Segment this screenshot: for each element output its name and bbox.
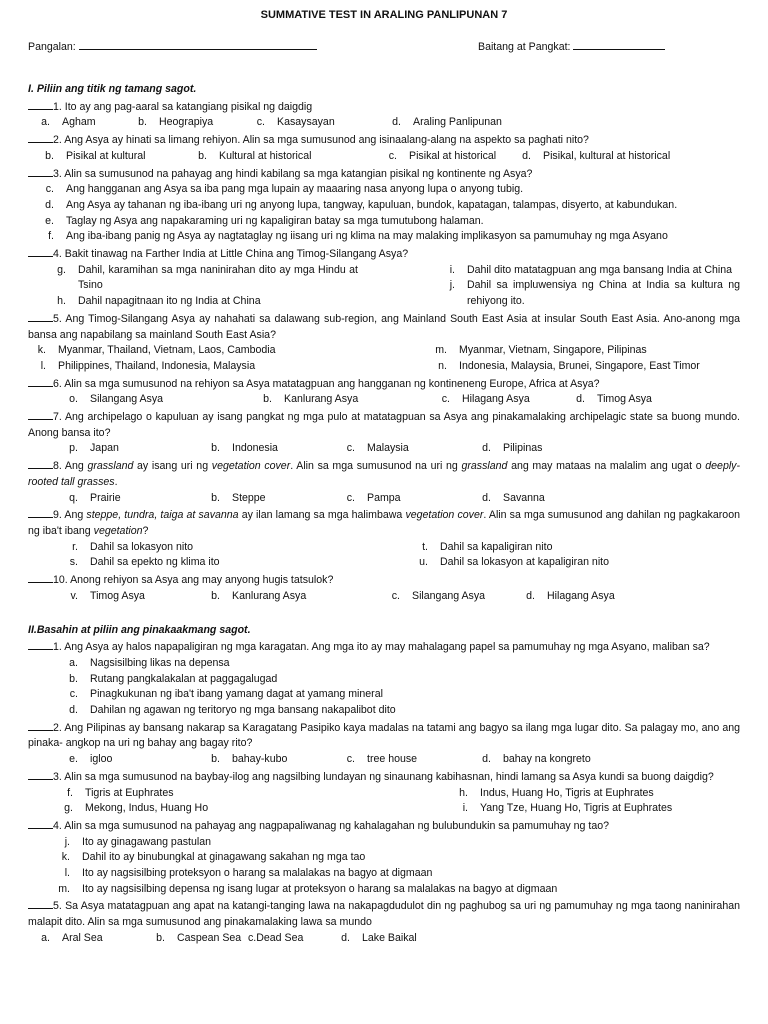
option [28, 214, 740, 230]
text: 1. Ito ay ang pag-aaral sa katangiang pisikal ng daigdig [53, 100, 313, 113]
option [243, 115, 379, 131]
question-5-options [28, 343, 740, 374]
text: c. [256, 116, 265, 129]
text: Dahil napagitnaan ito ng India at China [78, 295, 261, 308]
text: b. [211, 491, 220, 504]
option: Kasaysayan [277, 116, 335, 129]
option [143, 931, 248, 947]
text: Timog Asya [597, 393, 652, 406]
text: 2. Ang Pilipinas ay bansang nakarap sa Karagatang Pasipiko kaya madalas na tatami ang bagyo sa ilang mga lugar dito. Sa palagay mo, ano ang pinaka- angkop na uri ng bahay ang bagay rito? [28, 721, 740, 750]
option [185, 149, 375, 165]
text: Dahil sa lokasyon nito [90, 540, 194, 553]
question-2-4 [28, 817, 740, 835]
text: Japan [90, 442, 119, 455]
option [333, 752, 469, 768]
option [328, 931, 417, 947]
text: vegetation cover [405, 509, 484, 522]
option [446, 801, 740, 817]
option [28, 752, 198, 768]
option [28, 229, 740, 245]
option: Araling Panlipunan [413, 116, 502, 129]
text: steppe, tundra, taiga at savanna [86, 509, 239, 522]
text: Dahil sa kapaligiran nito [440, 540, 553, 553]
question-7 [28, 408, 740, 441]
text: Hilagang Asya [462, 393, 530, 406]
answer-blank[interactable] [28, 817, 53, 829]
text: i. [449, 263, 455, 276]
text: igloo [90, 753, 113, 766]
text: Ang iba-ibang panig ng Asya ay nagtataglay ng iisang uri ng klima na may malaking implikasyon sa pamumuhay ng mga Asyano [66, 230, 668, 243]
text: Ito ay ginagawang pastulan [82, 835, 211, 848]
question-4-options [28, 263, 740, 310]
text: b. [211, 442, 220, 455]
text: Dahil sa impluwensiya ng China at India sa kultura ng rehiyong ito. [467, 279, 740, 308]
option [28, 491, 198, 507]
option [125, 115, 243, 131]
question-2-3-options [28, 786, 740, 817]
text: c. [45, 183, 54, 196]
text: Prairie [90, 491, 121, 504]
text: u. [419, 556, 428, 569]
option [198, 441, 333, 457]
text: 3. Alin sa sumusunod na pahayag ang hindi kabilang sa mga katangian pisikal ng kontinente ng Asya? [53, 167, 533, 180]
answer-blank[interactable] [28, 506, 53, 518]
option [375, 149, 509, 165]
text: o. [69, 393, 78, 406]
text: d. [69, 704, 78, 717]
text: n. [438, 359, 447, 372]
text: v. [70, 589, 78, 602]
question-2-options [28, 149, 740, 165]
text: c. [388, 149, 397, 162]
answer-blank[interactable] [28, 245, 53, 257]
option [28, 656, 740, 672]
text: 5. Sa Asya matatagpuan ang apat na katangi-tanging lawa na nakapagdudulot din ng paghubog sa uri ng pamumuhay ng mga taong naninirahan malapit dito. Alin sa mga sumusunod ang pinakamalaking lawa sa mundo [28, 900, 740, 929]
option [28, 687, 740, 703]
option [28, 703, 740, 719]
text: Kanlurang Asya [284, 393, 359, 406]
text: 4. Bakit tinawag na Farther India at Little China ang Timog-Silangang Asya? [53, 248, 409, 261]
text: b. [263, 393, 272, 406]
text: Pilipinas [503, 442, 543, 455]
option [425, 359, 732, 375]
option [28, 555, 406, 571]
text: Philippines, Thailand, Indonesia, Malaysia [58, 359, 256, 372]
option [28, 786, 446, 802]
text: 7. Ang archipelago o kapuluan ay isang pangkat ng mga pulo at matatagpuan sa Asya ang pinakamalaking archipelagic state sa buong mundo. Anong bansa ito? [28, 411, 740, 439]
option [28, 343, 425, 359]
question-9 [28, 506, 740, 539]
option [28, 866, 740, 882]
text: . [114, 475, 118, 488]
option [28, 263, 358, 294]
question-4 [28, 245, 740, 263]
option [28, 850, 740, 866]
text: 6. Alin sa mga sumusunod na rehiyon sa Asya matatagpuan ang hangganan ng kontineneng Europe, Africa at Asya? [53, 377, 600, 390]
text: Steppe [232, 491, 266, 504]
option [406, 540, 740, 556]
section-1-heading: I. Piliin ang titik ng tamang sagot. [28, 83, 197, 95]
text: d. [482, 753, 491, 766]
text: Pisikal at kultural [66, 149, 146, 162]
text: Ito ay nagsisilbing depensa ng isang lugar at proteksyon o harang sa malalakas na bagyo at digmaan [82, 882, 558, 895]
option [406, 555, 740, 571]
text: Pinagkukunan ng iba't ibang yamang dagat at yamang mineral [90, 688, 383, 701]
text: ay isang uri ng [133, 460, 212, 473]
text: d. [45, 198, 54, 211]
question-8-options [28, 491, 740, 507]
answer-blank[interactable] [28, 719, 53, 731]
text: Taglay ng Asya ang napakaraming uri ng kapaligiran batay sa mga tumutubong halaman. [66, 214, 484, 227]
text: Pisikal at historical [409, 149, 497, 162]
text: g. [64, 802, 73, 815]
question-5 [28, 310, 740, 343]
option [513, 589, 615, 605]
text: grassland [87, 460, 134, 473]
option [28, 882, 740, 898]
text: Kultural at historical [219, 149, 312, 162]
text: r. [72, 540, 78, 553]
option [28, 589, 198, 605]
option [28, 198, 740, 214]
text: Yang Tze, Huang Ho, Tigris at Euphrates [480, 802, 673, 815]
answer-blank[interactable] [28, 310, 53, 322]
option [333, 441, 469, 457]
question-10 [28, 571, 740, 589]
answer-blank[interactable] [28, 768, 53, 780]
text: 2. Ang Asya ay hinati sa limang rehiyon. Alin sa mga sumusunod ang isinaalang-alang na aspekto sa paghati nito? [53, 134, 589, 147]
text: vegetation cover [211, 460, 291, 473]
text: Malaysia [367, 442, 409, 455]
answer-blank[interactable] [28, 571, 53, 583]
text: k. [61, 851, 70, 864]
question-2 [28, 131, 740, 149]
option [28, 672, 740, 688]
name-blank-line[interactable] [79, 38, 317, 50]
text: c. [248, 931, 257, 944]
option [28, 294, 433, 310]
option [433, 278, 740, 309]
text: 5. Ang Timog-Silangang Asya ay nahahati sa dalawang sub-region, ang Mainland South East Asia at insular South East Asia. Ano-anong mga bansa ang napabilang sa mainland South East Asia? [28, 312, 740, 341]
text: Dahil sa epekto ng klima ito [90, 556, 220, 569]
question-2-1 [28, 638, 740, 656]
text: d. [482, 442, 491, 455]
text: Ang hangganan ang Asya sa iba pang mga lupain ay maaaring nasa anyong lupa o anyong tubig. [66, 183, 524, 196]
text: d. [526, 589, 535, 602]
question-2-3 [28, 768, 740, 786]
text: h. [57, 295, 66, 308]
option [28, 801, 446, 817]
question-2-5-options [28, 931, 740, 947]
text: a. [41, 931, 50, 944]
option [28, 835, 740, 851]
text: Lake Baikal [362, 931, 417, 944]
text: j. [449, 279, 455, 292]
option [28, 115, 125, 131]
text: c. [69, 688, 78, 701]
text: d. [576, 393, 585, 406]
text: 8. Ang [53, 460, 88, 473]
text: ay ilan lamang sa mga halimbawa [238, 509, 406, 522]
option [469, 752, 591, 768]
text: d. [482, 491, 491, 504]
text: f. [48, 230, 54, 243]
page-title: SUMMATIVE TEST IN ARALING PANLIPUNAN 7 [260, 9, 508, 21]
text: . Alin sa mga sumusunod na uri ng [290, 460, 462, 473]
option [28, 359, 425, 375]
question-10-options [28, 589, 740, 605]
text: ang may mataas na malalim ang ugat o [507, 460, 706, 473]
text: Timog Asya [90, 589, 145, 602]
text: q. [69, 491, 78, 504]
option [509, 149, 670, 165]
question-7-options [28, 441, 740, 457]
answer-blank[interactable] [28, 131, 53, 143]
text: bahay na kongreto [503, 753, 591, 766]
question-2-2 [28, 719, 740, 752]
option [428, 392, 563, 408]
text: e. [45, 214, 54, 227]
option [469, 491, 545, 507]
text: 4. Alin sa mga sumusunod na pahayag ang nagpapaliwanag ng kahalagahan ng bulubundukin sa pamumuhay ng tao? [53, 819, 610, 832]
text: b. [138, 116, 147, 129]
grade-label: Baitang at Pangkat: [478, 41, 571, 53]
text: c. [441, 393, 450, 406]
question-9-options [28, 540, 740, 571]
option [198, 589, 378, 605]
text: a. [69, 656, 78, 669]
name-label: Pangalan: [28, 41, 76, 53]
test-content [28, 82, 740, 947]
text: b. [198, 149, 207, 162]
text: d. [341, 931, 350, 944]
text: b. [211, 589, 220, 602]
option [563, 392, 652, 408]
text: 10. Anong rehiyon sa Asya ang may anyong hugis tatsulok? [53, 574, 334, 587]
text: c. [346, 491, 355, 504]
text: l. [64, 867, 70, 880]
option [379, 115, 502, 131]
text: d. [522, 149, 531, 162]
text: c. [346, 442, 355, 455]
text: Kanlurang Asya [232, 589, 307, 602]
text: i. [462, 802, 468, 815]
answer-blank[interactable] [28, 98, 53, 110]
text: Myanmar, Vietnam, Singapore, Pilipinas [459, 344, 647, 357]
text: Ang Asya ay tahanan ng iba-ibang uri ng anyong lupa, tangway, kapuluan, bundok, kapatagan, talampas, disyerto, at kabundukan. [66, 198, 678, 211]
text: b. [45, 149, 54, 162]
text: Dahil, karamihan sa mga naninirahan dito ay mga Hindu at Tsino [78, 263, 358, 292]
text: Pisikal, kultural at historical [543, 149, 671, 162]
option [425, 343, 732, 359]
question-2-5 [28, 897, 740, 930]
text: Caspean Sea [177, 931, 242, 944]
text: f. [67, 786, 73, 799]
text: tree house [367, 753, 418, 766]
text: l. [40, 359, 46, 372]
question-6 [28, 375, 740, 393]
text: Dahilan ng agawan ng teritoryo ng mga bansang nakapalibot dito [90, 704, 396, 717]
text: c. [391, 589, 400, 602]
text: vegetation [93, 524, 143, 537]
text: j. [64, 835, 70, 848]
option [198, 752, 333, 768]
option: Agham [62, 116, 96, 129]
text: Aral Sea [62, 931, 103, 944]
text: Ito ay nagsisilbing proteksyon o harang sa malalakas na bagyo at digmaan [82, 867, 433, 880]
question-6-options [28, 392, 740, 408]
text: Dead Sea [256, 931, 304, 944]
option [250, 392, 428, 408]
name-field[interactable] [28, 38, 328, 56]
text: Dahil ito ay binubungkal at ginagawang sakahan ng mga tao [82, 851, 366, 864]
text: m. [435, 344, 447, 357]
text: b. [69, 672, 78, 685]
text: Tigris at Euphrates [85, 786, 174, 799]
text: t. [422, 540, 428, 553]
question-8 [28, 457, 740, 490]
option [28, 931, 143, 947]
text: d. [392, 116, 401, 129]
text: b. [156, 931, 165, 944]
answer-blank[interactable] [28, 638, 53, 650]
text: Myanmar, Thailand, Vietnam, Laos, Cambodia [58, 344, 276, 357]
text: m. [58, 882, 70, 895]
text: Silangang Asya [412, 589, 486, 602]
option [469, 441, 542, 457]
option [28, 149, 185, 165]
question-1 [28, 98, 740, 116]
answer-blank[interactable] [28, 897, 53, 909]
text: 9. Ang [53, 509, 87, 522]
option [28, 540, 406, 556]
text: Dahil sa lokasyon at kapaligiran nito [440, 556, 610, 569]
text: p. [69, 442, 78, 455]
text: a. [41, 116, 50, 129]
text: k. [37, 344, 46, 357]
section-2-heading: II.Basahin at piliin ang pinakaakmang sagot. [28, 623, 251, 636]
text: e. [69, 753, 78, 766]
text: Savanna [503, 491, 545, 504]
text: grassland [461, 460, 508, 473]
question-3 [28, 165, 740, 183]
question-2-2-options [28, 752, 740, 768]
text: . Alin sa mga sumusunod ang dahilan ng pagkakaroon ng iba't ibang [28, 509, 740, 537]
option [248, 931, 328, 947]
option [28, 182, 740, 198]
grade-blank-line[interactable] [573, 38, 665, 50]
answer-blank[interactable] [28, 408, 53, 420]
text: s. [69, 556, 78, 569]
answer-blank[interactable] [28, 457, 53, 469]
option [28, 441, 198, 457]
text: 3. Alin sa mga sumusunod na baybay-ilog ang nagsilbing lundayan ng sinaunang kabihasnan, hindi lamang sa Asya kundi sa buong daigdig? [53, 770, 714, 783]
text: deeply-rooted tall grasses [28, 460, 741, 488]
text: Dahil dito matatagpuan ang mga bansang India at China [467, 263, 733, 276]
text: Rutang pangkalakalan at paggagalugad [90, 672, 278, 685]
answer-blank[interactable] [28, 375, 53, 387]
text: bahay-kubo [232, 753, 288, 766]
text: b. [211, 753, 220, 766]
text: Indonesia, Malaysia, Brunei, Singapore, East Timor [459, 359, 700, 372]
text: Mekong, Indus, Huang Ho [85, 802, 209, 815]
option [378, 589, 513, 605]
option: Heograpiya [159, 116, 214, 129]
answer-blank[interactable] [28, 165, 53, 177]
text: c. [346, 753, 355, 766]
grade-section-field[interactable] [478, 38, 728, 56]
text: ? [142, 524, 149, 537]
option [333, 491, 469, 507]
text: Indus, Huang Ho, Tigris at Euphrates [480, 786, 654, 799]
text: 1. Ang Asya ay halos napapaligiran ng mga karagatan. Ang mga ito ay may mahalagang papel sa pamumuhay ng mga Asyano, maliban sa? [53, 641, 710, 654]
text: Indonesia [232, 442, 278, 455]
text: Nagsisilbing likas na depensa [90, 656, 230, 669]
option [433, 263, 740, 279]
text: Pampa [367, 491, 401, 504]
option [198, 491, 333, 507]
question-1-options [28, 115, 740, 131]
text: h. [459, 786, 468, 799]
option [28, 392, 250, 408]
text: Silangang Asya [90, 393, 164, 406]
text: Hilagang Asya [547, 589, 615, 602]
text: g. [57, 263, 66, 276]
option [446, 786, 740, 802]
